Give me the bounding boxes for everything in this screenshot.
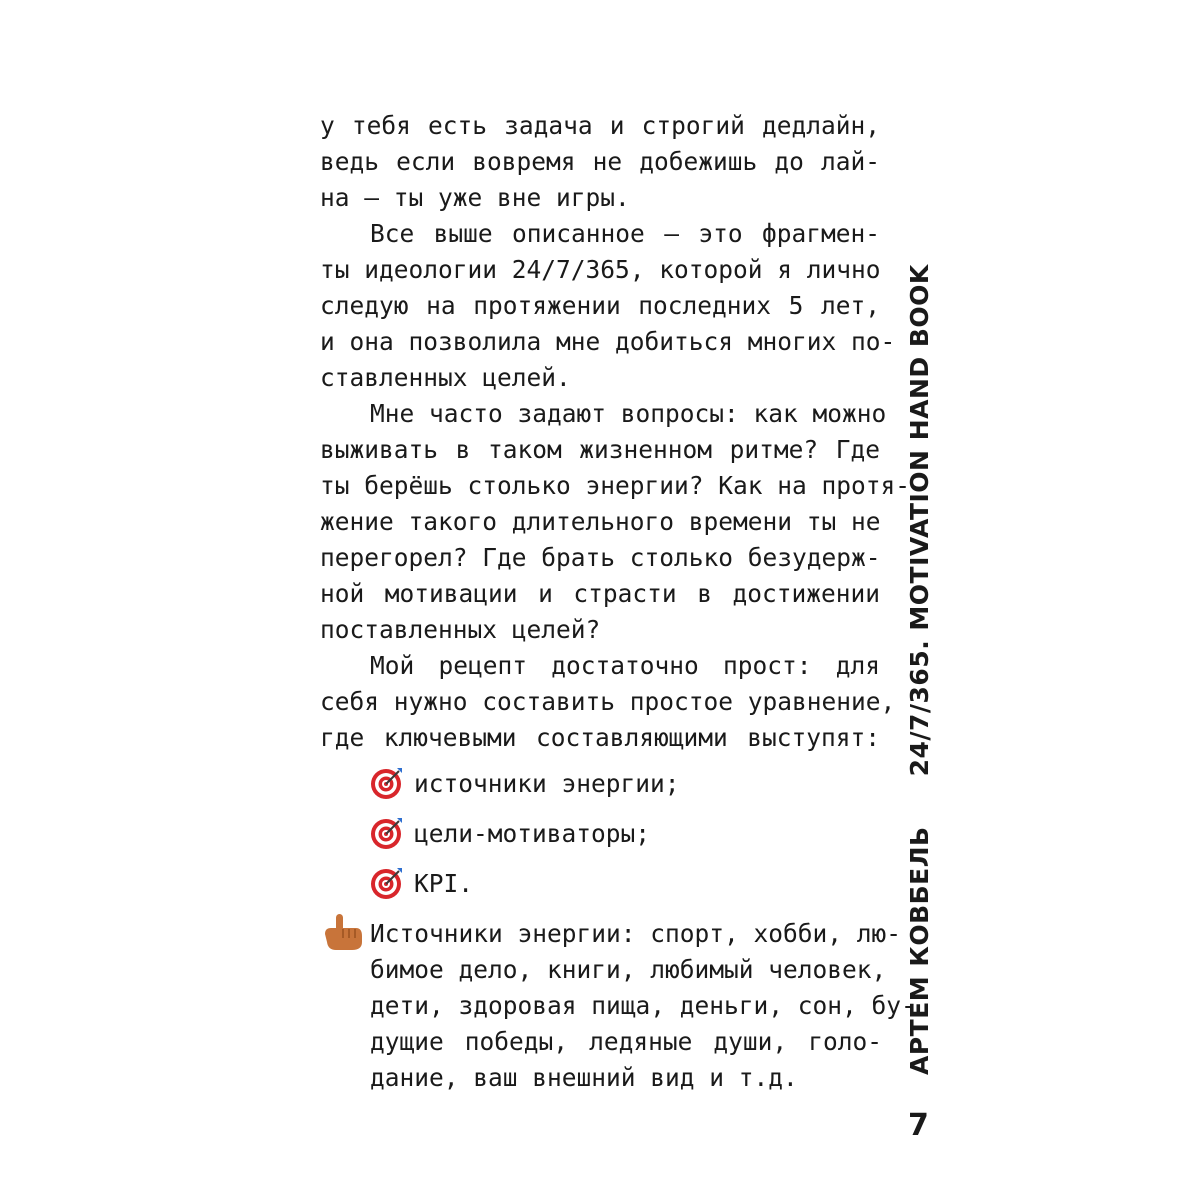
body-line: где ключевыми составляющими выступят: [320,723,880,752]
target-icon [370,766,404,800]
note-line: дети, здоровая пища, деньги, сон, бу- [370,991,916,1020]
note-line: Источники энергии: спорт, хобби, лю- [370,919,902,948]
body-text [320,108,911,756]
body-line: выживать в таком жизненном ритме? Где [320,435,880,464]
note-line: дание, ваш внешний вид и т.д. [370,1063,798,1092]
book-title: 24/7/365. MOTIVATION HAND BOOK [905,264,934,777]
bullet-text: источники энергии; [414,768,680,798]
page-number: 7 [908,1108,929,1143]
body-line: и она позволила мне добиться многих по- [320,327,896,356]
body-line: Все выше описанное — это фрагмен- [370,219,880,248]
body-line: у тебя есть задача и строгий дедлайн, [320,111,880,140]
energy-sources-note [322,916,916,1096]
bullet-list [370,765,680,915]
body-line: ты идеологии 24/7/365, которой я лично [320,255,881,284]
body-line: ставленных целей. [320,363,571,392]
author-name: АРТЕМ КОВБЕЛЬ [905,826,934,1075]
target-icon [370,816,404,850]
target-icon [370,866,404,900]
running-header [905,264,934,1075]
list-item [370,815,680,851]
pointing-hand-icon [322,912,364,952]
body-line: ной мотивации и страсти в достижении [320,579,880,608]
body-line: перегорел? Где брать столько безудерж- [320,543,881,572]
note-line: дущие победы, ледяные души, голо- [370,1027,882,1056]
body-line: ведь если вовремя не добежишь до лай- [320,147,880,176]
body-line: Мой рецепт достаточно прост: для [370,651,880,680]
body-line: себя нужно составить простое уравнение, [320,687,896,716]
note-line: бимое дело, книги, любимый человек, [370,955,887,984]
body-line: на — ты уже вне игры. [320,183,630,212]
body-line: следую на протяжении последних 5 лет, [320,291,880,320]
list-item [370,865,680,901]
bullet-text: KPI. [414,868,474,898]
list-item [370,765,680,801]
body-line: жение такого длительного времени ты не [320,507,881,536]
body-line: поставленных целей? [320,615,601,644]
body-line: ты берёшь столько энергии? Как на протя- [320,471,911,500]
bullet-text: цели-мотиваторы; [414,818,651,848]
body-line: Мне часто задают вопросы: как можно [370,399,887,428]
